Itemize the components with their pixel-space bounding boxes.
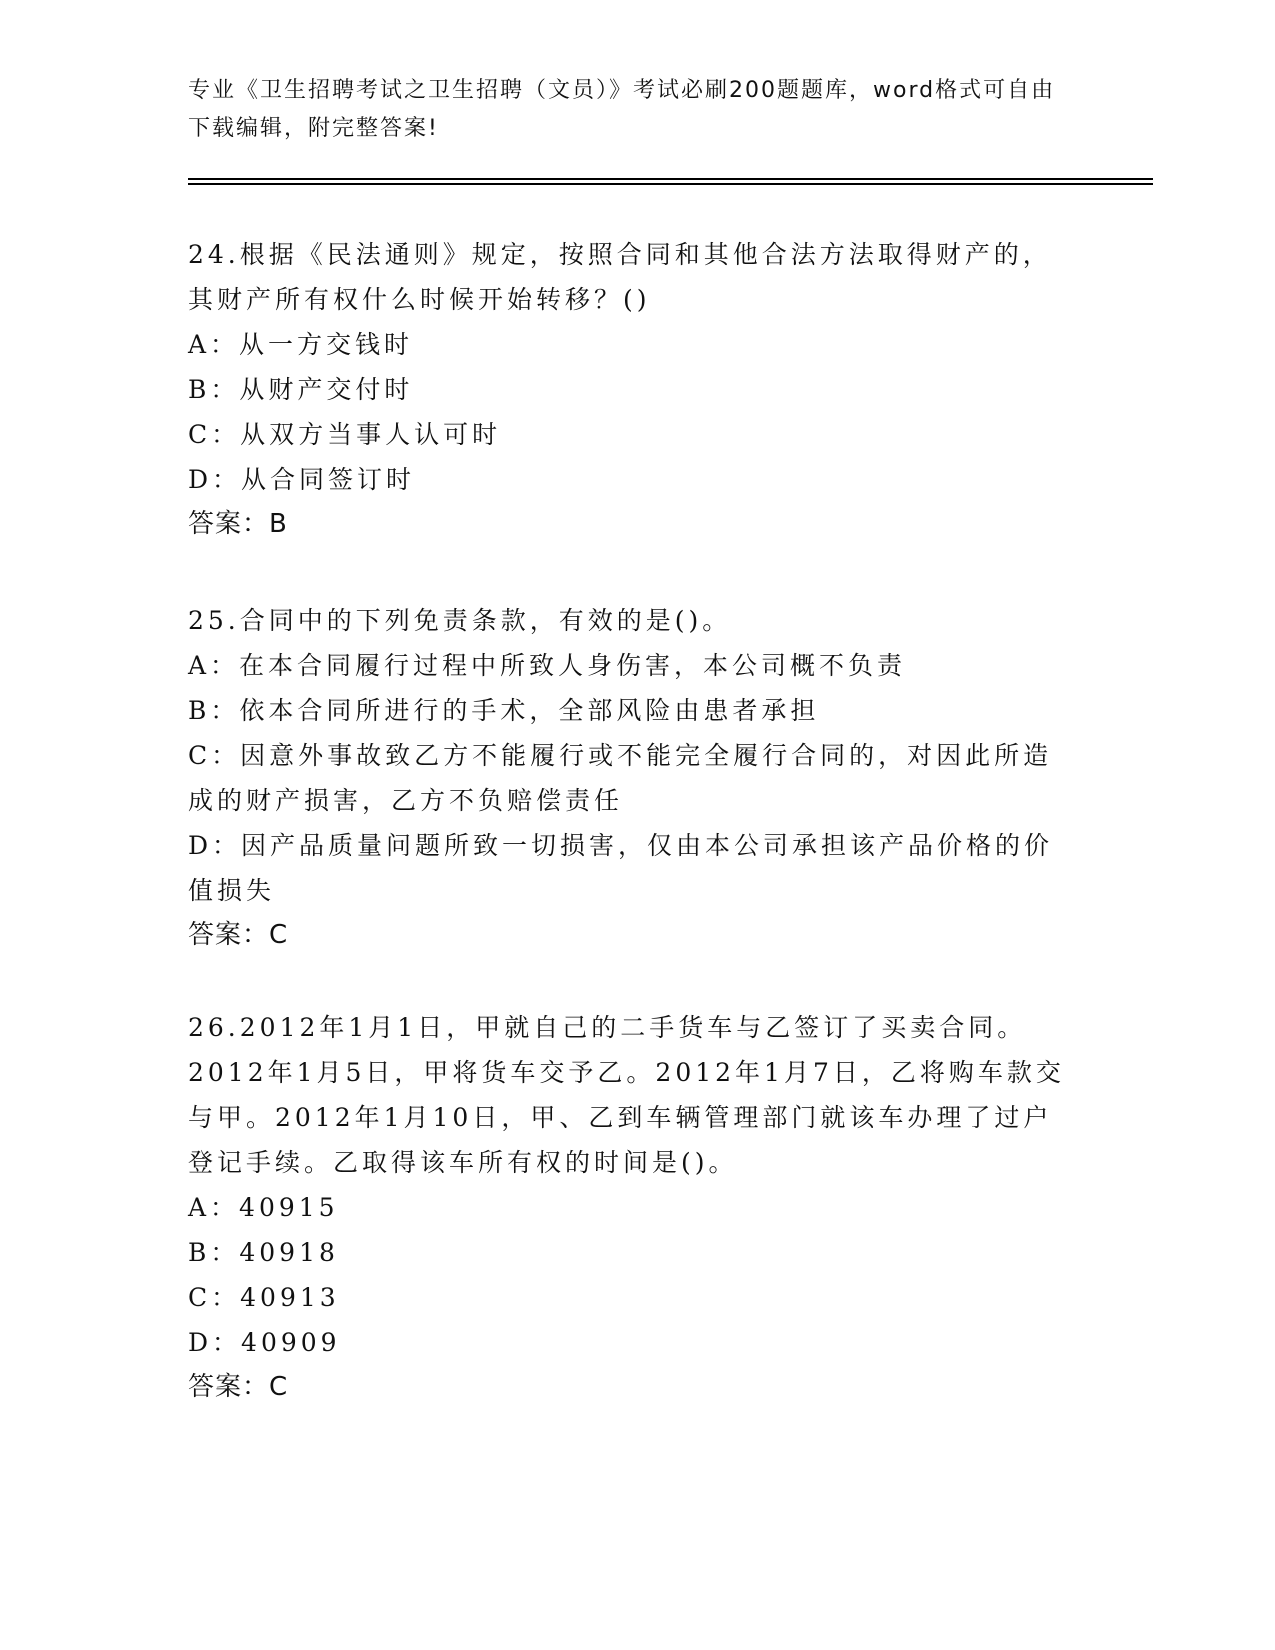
option-b: B：依本合同所进行的手术，全部风险由患者承担 — [188, 696, 820, 725]
option-c: C：因意外事故致乙方不能履行或不能完全履行合同的，对因此所造成的财产损害，乙方不负赔偿责任 — [188, 741, 1053, 815]
option-d: D：从合同签订时 — [188, 465, 416, 494]
option-b: B：从财产交付时 — [188, 375, 414, 404]
answer-line: 答案：C — [188, 920, 289, 950]
answer-line: 答案：C — [188, 1372, 289, 1402]
option-a: A：在本合同履行过程中所致人身伤害，本公司概不负责 — [188, 651, 907, 680]
question-stem: 25.合同中的下列免责条款，有效的是()。 — [188, 606, 732, 635]
question-block — [188, 232, 1078, 547]
header-divider-top — [188, 178, 1153, 180]
question-stem: 24.根据《民法通则》规定，按照合同和其他合法方法取得财产的，其财产所有权什么时候开始转移？() — [188, 240, 1052, 314]
option-a: A：从一方交钱时 — [188, 330, 414, 359]
option-b: B：40918 — [188, 1238, 339, 1267]
header-divider-bottom — [188, 183, 1153, 185]
answer-line: 答案：B — [188, 509, 288, 539]
document-description: 专业《卫生招聘考试之卫生招聘（文员）》考试必刷200题题库，word格式可自由下载编辑，附完整答案! — [188, 78, 1056, 141]
option-c: C：从双方当事人认可时 — [188, 420, 502, 449]
question-block — [188, 1005, 1078, 1410]
option-a: A：40915 — [188, 1193, 339, 1222]
option-c: C：40913 — [188, 1283, 340, 1312]
option-d: D：因产品质量问题所致一切损害，仅由本公司承担该产品价格的价值损失 — [188, 831, 1054, 905]
option-d: D：40909 — [188, 1328, 341, 1357]
question-block — [188, 598, 1078, 958]
question-stem: 26.2012年1月1日，甲就自己的二手货车与乙签订了买卖合同。2012年1月5日，甲将货车交予乙。2012年1月7日，乙将购车款交与甲。2012年1月10日，甲、乙到车辆管理部门就该车办理了过户登记手续。乙取得该车所有权的时间是()。 — [188, 1013, 1065, 1177]
